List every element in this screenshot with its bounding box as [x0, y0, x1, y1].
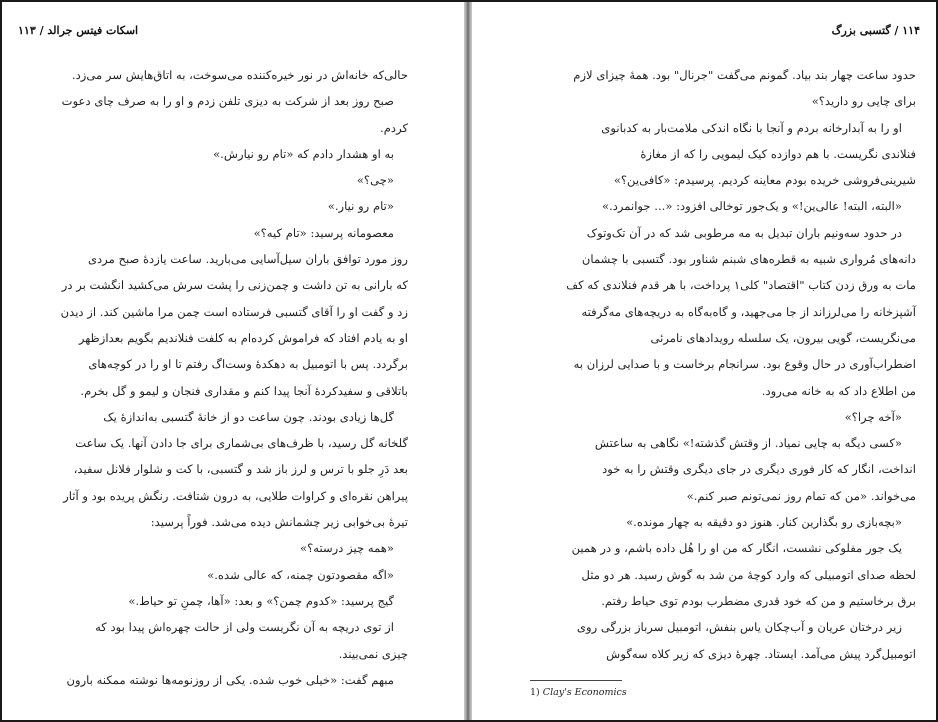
text-line: از توی دریچه به آن نگریست ولی از حالت چهره‌اش پیدا بود که — [95, 620, 394, 635]
left-page-header: اسکات فیتس جرالد / ۱۱۳ — [18, 24, 139, 37]
text-line: فنلاندی نگریست. با هم دوازده کیک لیمویی را که از مغازهٔ — [640, 146, 916, 161]
footnote-rule — [530, 680, 622, 681]
footnote-number: 1) — [530, 687, 540, 698]
text-line: در حدود سه‌ونیم باران تبدیل به مه مرطوبی شد که در آن تک‌وتوک — [586, 225, 902, 240]
text-line: «بچه‌بازی رو بگذارین کنار. هنوز دو دقیقه به چهار مونده.» — [626, 515, 902, 530]
text-line: صبح روز بعد از شرکت به دیزی تلفن زدم و او را به صرف چای دعوت — [61, 94, 394, 109]
text-line: مات به ورق زدن کتاب "اقتصاد" کلی۱ پرداخت، با هر قدم فنلاندی که کف — [566, 278, 916, 293]
text-line: «همه چیز درسته؟» — [300, 541, 394, 556]
text-line: معصومانه پرسید: «تام کیه؟» — [253, 225, 394, 240]
text-line: می‌نگریست، گویی بیرون، یک سلسله رویدادهای نامرئی — [650, 330, 916, 345]
left-page — [2, 2, 464, 720]
text-line: «اگه مقصودتون چمنه، که عالی شده.» — [207, 567, 394, 582]
text-line: به او هشدار دادم که «تام رو نیارش.» — [213, 146, 394, 161]
text-line: شیرینی‌فروشی خریده بودم معاینه کردیم. پرسیدم: «کافی‌ین؟» — [613, 173, 916, 188]
text-line: آشپزخانه را می‌لرزاند از جا می‌جهید، و گاه‌به‌گاه به دریچه‌های مه‌گرفته — [581, 304, 916, 319]
text-line: او به یادم افتاد که فراموش کرده‌ام به کلفت فنلاندیم بگویم بعدازظهر — [78, 330, 408, 345]
text-line: «تام رو نیار.» — [327, 199, 394, 214]
text-line: برای چایی رو دارید؟» — [811, 94, 916, 109]
text-line: گل‌ها زیادی بودند. چون ساعت دو از خانهٔ گتسبی به‌اندازهٔ یک — [103, 409, 394, 424]
text-line: «البته، البته! عالی‌ین!» و یک‌جور توخالی افزود: «... جوانمرد.» — [601, 199, 902, 214]
text-line: کردم. — [380, 120, 408, 135]
text-line: پیراهن نقره‌ای و کراوات طلایی، به درون شتافت. رنگش پریده بود و آثار — [63, 488, 408, 503]
right-page-header: ۱۱۴ / گتسبی بزرگ — [831, 24, 920, 37]
text-line: «کسی دیگه به چایی نمیاد. از وقتش گذشته!» نگاهی به ساعتش — [594, 436, 902, 451]
text-line: زیر درختان عریان و آب‌چکان یاس بنفش، اتومبیل سرباز بزرگی روی — [576, 620, 902, 635]
text-line: روز مورد توافق باران سیل‌آسایی می‌بارید. ساعت یازدهٔ صبح مردی — [87, 252, 408, 267]
text-line: که بارانی به تن داشت و چمن‌زنی را پشت سرش می‌کشید انگشت بر در — [61, 278, 408, 293]
book-gutter — [464, 2, 472, 720]
text-line: برگردد. پس با اتومبیل به دهکدهٔ وست‌اگ رفتم تا او را در کوچه‌های — [88, 357, 408, 372]
text-line: انداخت، انگار که کار فوری دیگری در جای دیگری وقتش را به خود — [602, 462, 916, 477]
text-line: می‌خواند. «من که تمام روز نمی‌تونم صبر کنم.» — [686, 488, 916, 503]
text-line: اتومبیل‌گرد پیش می‌آمد. ایستاد. چهرهٔ دیزی که زیر کلاه سه‌گوش — [606, 646, 916, 661]
text-line: باتلاقی و سفیدکردهٔ آنجا پیدا کنم و مقداری فنجان و لیمو و گل بخرم. — [80, 383, 408, 398]
text-line: تیرهٔ بی‌خوابی زیر چشمانش دیده می‌شد. فوراً پرسید: — [150, 515, 408, 530]
text-line: «چی؟» — [356, 173, 394, 188]
text-line: اضطراب‌آوری در حال وقوع بود. سرانجام برخاست و با صدایی لرزان به — [573, 357, 916, 372]
text-line: من اطلاع داد که به خانه می‌رود. — [761, 383, 916, 398]
text-line: زد و گفت او را آقای گتسبی فرستاده است چمن مرا ماشین کند. از دیدن — [60, 304, 408, 319]
footnote — [530, 687, 627, 698]
text-line: چیزی نمی‌بیند. — [338, 646, 408, 661]
text-line: گلخانه گل رسید، با ظرف‌های بی‌شماری برای جا دادن آنها. یک ساعت — [75, 436, 408, 451]
footnote-text: Clay's Economics — [542, 687, 627, 698]
right-page-body — [530, 62, 916, 667]
text-line: برق برخاستیم و من که خود قدری مضطرب بودم توی حیاط رفتم. — [601, 593, 916, 608]
text-line: بعد دَرِ جلو با ترس و لرز باز شد و گتسبی، با کت و شلوار فلانل سفید، — [73, 462, 408, 477]
text-line: «آخه چرا؟» — [844, 409, 902, 424]
text-line: مبهم گفت: «خیلی خوب شده. یکی از روزنومه‌ها نوشته ممکنه بارون — [66, 672, 394, 687]
text-line: او را به آبدارخانه بردم و آنجا با نگاه اندکی ملامت‌بار به کدبانوی — [601, 120, 902, 135]
text-line: گیج پرسید: «کدوم چمن؟» و بعد: «آها، چمنِ تو حیاط.» — [128, 593, 394, 608]
text-line: لحظه صدای اتومبیلی که وارد کوچهٔ من شد به گوش رسید. هر دو مثل — [581, 567, 916, 582]
text-line: دانه‌های مُرواری شبیه به قطره‌های شبنم شناور بود. گتسبی با چشمان — [581, 252, 916, 267]
text-line: حدود ساعت چهار بند بیاد. گمونم می‌گفت "جرنال" بود. همهٔ چیزای لازم — [573, 68, 916, 82]
right-page — [472, 2, 938, 720]
text-line: حالی‌که خانه‌اش در نور خیره‌کننده می‌سوخت، به اتاق‌هایش سر می‌زد. — [71, 68, 408, 82]
left-page-body — [16, 62, 408, 693]
text-line: یک جور مفلوکی نشست، انگار که من او را هُل داده باشم، و در همین — [571, 541, 902, 556]
